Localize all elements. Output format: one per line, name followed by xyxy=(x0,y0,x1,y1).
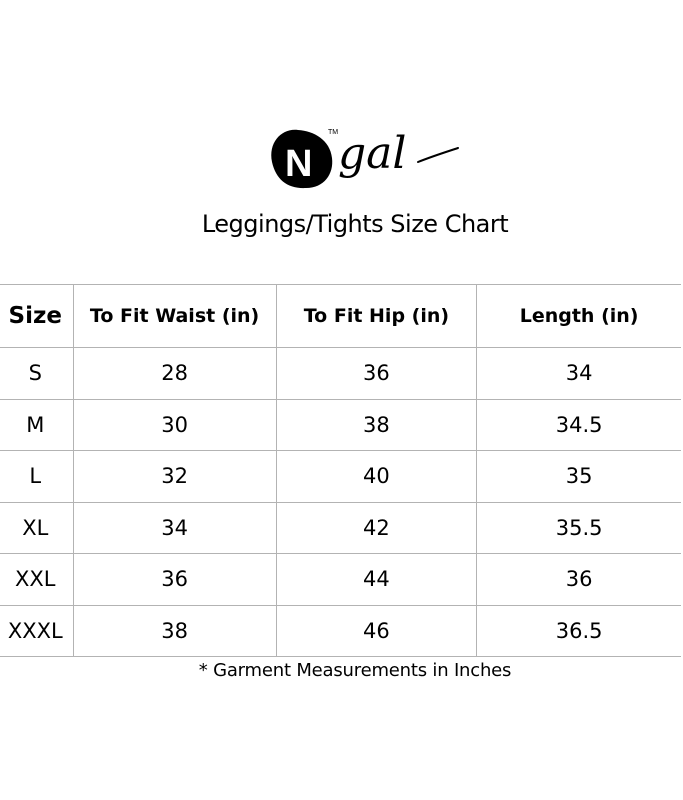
waist-cell: 30 xyxy=(73,399,276,451)
hip-cell: 44 xyxy=(276,554,477,606)
size-cell: L xyxy=(0,451,73,503)
chart-title: Leggings/Tights Size Chart xyxy=(201,210,509,238)
length-cell: 35 xyxy=(477,451,681,503)
length-cell: 34 xyxy=(477,348,681,400)
brand-logo xyxy=(268,118,468,198)
logo-wordmark: gal xyxy=(338,128,407,179)
waist-cell: 28 xyxy=(73,348,276,400)
column-header-length: Length (in) xyxy=(477,285,681,348)
column-header-hip: To Fit Hip (in) xyxy=(276,285,477,348)
waist-cell: 36 xyxy=(73,554,276,606)
size-cell: M xyxy=(0,399,73,451)
size-cell: XXXL xyxy=(0,605,73,657)
length-cell: 36.5 xyxy=(477,605,681,657)
size-cell: S xyxy=(0,348,73,400)
logo-swash xyxy=(418,148,458,162)
length-cell: 35.5 xyxy=(477,502,681,554)
length-cell: 36 xyxy=(477,554,681,606)
table-header-row xyxy=(0,285,681,348)
size-cell: XXL xyxy=(0,554,73,606)
waist-cell: 32 xyxy=(73,451,276,503)
measurement-footnote: * Garment Measurements in Inches xyxy=(198,660,512,681)
column-header-waist: To Fit Waist (in) xyxy=(73,285,276,348)
hip-cell: 40 xyxy=(276,451,477,503)
size-chart-table xyxy=(0,284,681,657)
table-row xyxy=(0,605,681,657)
hip-cell: 42 xyxy=(276,502,477,554)
waist-cell: 34 xyxy=(73,502,276,554)
logo-trademark: TM xyxy=(328,129,339,136)
table-row xyxy=(0,502,681,554)
column-header-size: Size xyxy=(0,285,73,348)
length-cell: 34.5 xyxy=(477,399,681,451)
waist-cell: 38 xyxy=(73,605,276,657)
hip-cell: 38 xyxy=(276,399,477,451)
hip-cell: 36 xyxy=(276,348,477,400)
table-row xyxy=(0,451,681,503)
logo-letter: N xyxy=(285,143,313,185)
hip-cell: 46 xyxy=(276,605,477,657)
table-row xyxy=(0,399,681,451)
table-row xyxy=(0,554,681,606)
size-cell: XL xyxy=(0,502,73,554)
table-row xyxy=(0,348,681,400)
